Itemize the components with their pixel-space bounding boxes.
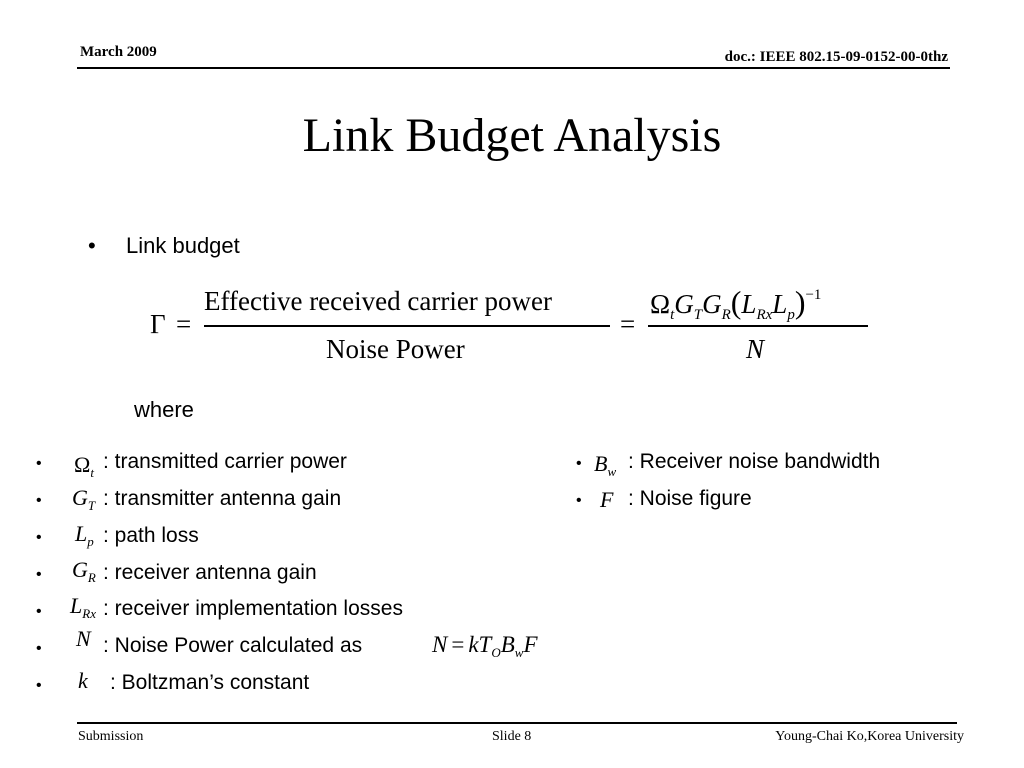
footer-author: Young-Chai Ko,Korea University — [775, 729, 964, 744]
def-text: : receiver implementation losses — [103, 597, 403, 620]
eq-numerator: Effective received carrier power — [204, 286, 553, 316]
def-text: : transmitter antenna gain — [103, 487, 342, 510]
def-text: : transmitted carrier power — [103, 450, 347, 473]
eq-lp: L — [772, 289, 788, 319]
def-marker: • — [36, 677, 42, 694]
eq-denominator: Noise Power — [326, 334, 465, 364]
def-symbol: N — [76, 626, 91, 651]
bullet-link-budget: Link budget — [126, 233, 240, 258]
def-text: : Boltzman’s constant — [110, 671, 310, 694]
eq-lrx-sub: Rx — [756, 307, 773, 323]
def-marker: • — [36, 492, 42, 509]
bullet-marker: • — [88, 233, 96, 258]
eq-gt-sub: T — [693, 307, 703, 323]
def-symbol: $L_p$ — [75, 521, 94, 549]
slide-title: Link Budget Analysis — [302, 109, 722, 162]
eq-rhs-denominator: N — [746, 334, 765, 364]
eq-gr: G — [702, 289, 722, 319]
footer-submission: Submission — [78, 729, 144, 744]
def-marker: • — [576, 455, 582, 472]
eq-paren-close: ) — [794, 284, 806, 320]
def-marker: • — [36, 455, 42, 472]
def-symbol: $\Omega_t$ — [74, 452, 94, 480]
def-text: : path loss — [103, 524, 199, 547]
eq-gr-sub: R — [721, 307, 731, 323]
def-text: : Noise figure — [628, 487, 752, 510]
eq-equals-1: = — [176, 309, 192, 339]
noise-power-formula: $N = kT_OB_wF$ — [432, 632, 538, 660]
eq-exponent: −1 — [805, 287, 822, 303]
where-label: where — [134, 397, 194, 422]
def-text: : receiver antenna gain — [103, 561, 317, 584]
eq-omega-sub: t — [670, 307, 675, 323]
def-symbol: F — [600, 487, 614, 512]
def-symbol: $L_{Rx}$ — [70, 593, 96, 621]
def-marker: • — [36, 566, 42, 583]
eq-omega: Ω — [650, 289, 671, 319]
eq-lrx: L — [741, 289, 757, 319]
def-symbol: k — [78, 668, 88, 693]
def-marker: • — [576, 492, 582, 509]
eq-equals-2: = — [620, 309, 636, 339]
footer-slide-number: Slide 8 — [492, 729, 532, 744]
eq-gt: G — [674, 289, 694, 319]
def-text: : Receiver noise bandwidth — [628, 450, 881, 473]
def-symbol: $G_T$ — [72, 485, 96, 513]
header-doc-id: doc.: IEEE 802.15-09-0152-00-0thz — [724, 49, 948, 65]
eq-lp-sub: p — [787, 307, 795, 323]
def-marker: • — [36, 603, 42, 620]
footer-divider — [77, 722, 957, 724]
def-symbol: $G_R$ — [72, 557, 96, 585]
def-marker: • — [36, 640, 42, 657]
eq-paren-open: ( — [730, 284, 742, 320]
def-symbol: $B_w$ — [594, 451, 617, 479]
def-marker: • — [36, 529, 42, 546]
def-text: : Noise Power calculated as — [103, 634, 363, 657]
header-date: March 2009 — [80, 44, 157, 60]
eq-gamma: Γ — [150, 309, 166, 339]
